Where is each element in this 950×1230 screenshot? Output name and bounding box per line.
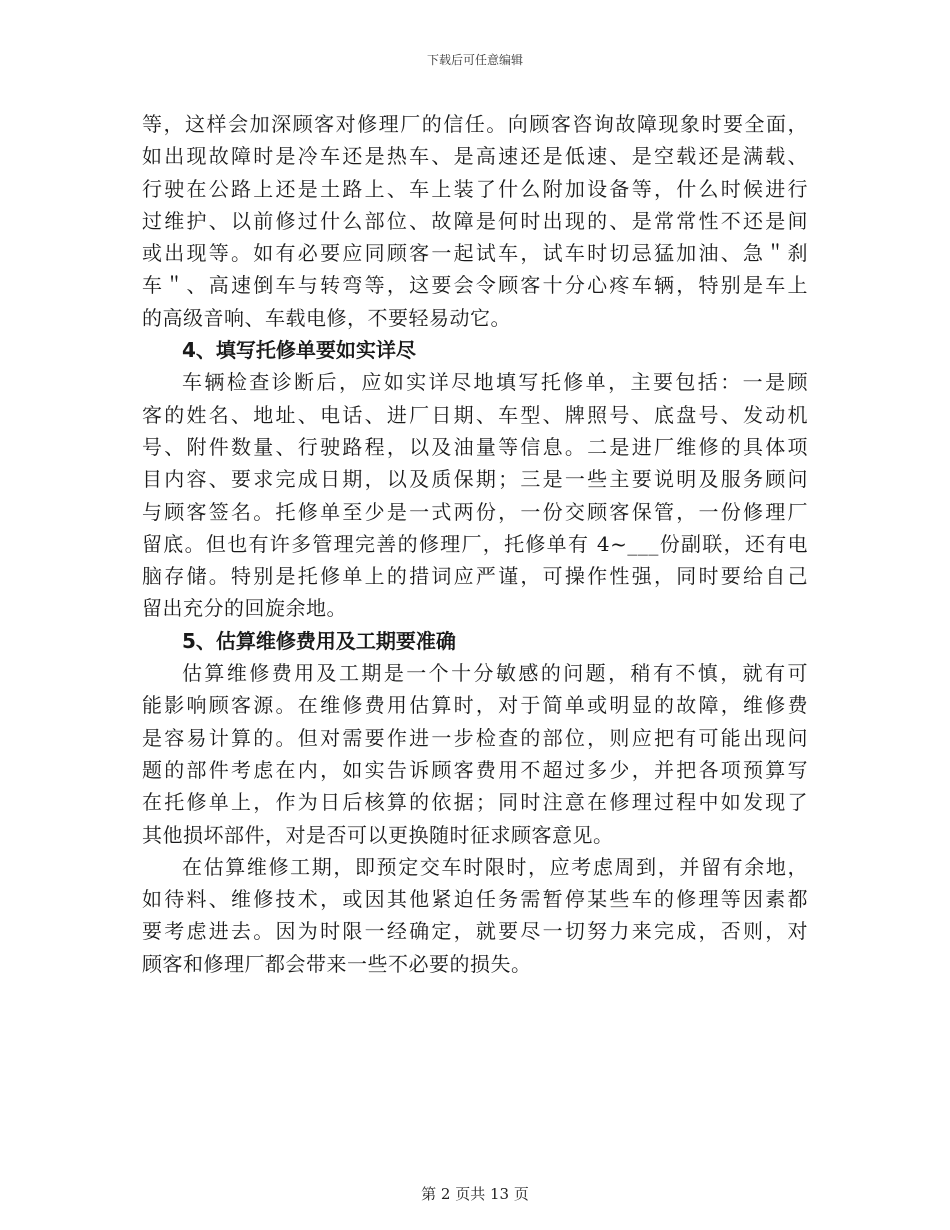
text-line: 车辆检查诊断后，应如实详尽地填写托修单，主要包括：一是顾: [182, 370, 808, 395]
text-line: 其他损坏部件，对是否可以更换随时征求顾客意见。: [142, 822, 614, 847]
text-line: 目内容、要求完成日期，以及质保期；三是一些主要说明及服务顾问: [142, 467, 808, 492]
text-line: 号、附件数量、行驶路程，以及油量等信息。二是进厂维修的具体项: [142, 434, 808, 459]
text-line: 的高级音响、车载电修，不要轻易动它。: [142, 305, 511, 330]
text-line: 顾客和修理厂都会带来一些不必要的损失。: [142, 951, 532, 976]
text-line: 或出现等。如有必要应同顾客一起试车，试车时切忌猛加油、急＂刹: [142, 241, 808, 266]
text-line: 与顾客签名。托修单至少是一式两份，一份交顾客保管，一份修理厂: [142, 499, 808, 524]
text-line: 题的部件考虑在内，如实告诉顾客费用不超过多少，并把各项预算写: [142, 757, 808, 782]
page-number: 第 2 页共 13 页: [421, 1185, 529, 1203]
text-line: 估算维修费用及工期是一个十分敏感的问题，稍有不慎，就有可: [182, 661, 808, 686]
text-line: 留出充分的回旋余地。: [142, 596, 347, 621]
text-line: 能影响顾客源。在维修费用估算时，对于简单或明显的故障，维修费: [142, 693, 808, 718]
text-line: 脑存储。特别是托修单上的措词应严谨，可操作性强，同时要给自己: [142, 564, 808, 589]
document-body: [142, 108, 808, 980]
text-line: 如待料、维修技术，或因其他紧迫任务需暂停某些车的修理等因素都: [142, 887, 808, 912]
text-line: 是容易计算的。但对需要作进一步检查的部位，则应把有可能出现问: [142, 725, 808, 750]
text-line: 在估算维修工期，即预定交车时限时，应考虑周到，并留有余地，: [182, 854, 808, 879]
text-line: 等，这样会加深顾客对修理厂的信任。向顾客咨询故障现象时要全面，: [142, 112, 808, 136]
page-header: 下载后可任意编辑: [426, 53, 523, 67]
text-line: 车＂、高速倒车与转弯等，这要会令顾客十分心疼车辆，特别是车上: [142, 273, 808, 298]
text-line: 客的姓名、地址、电话、进厂日期、车型、牌照号、底盘号、发动机: [142, 402, 808, 427]
section-heading: 4、填写托修单要如实详尽: [182, 338, 416, 363]
text-line: 要考虑进去。因为时限一经确定，就要尽一切努力来完成，否则，对: [142, 919, 808, 944]
section-heading: 5、估算维修费用及工期要准确: [182, 628, 456, 653]
text-line: 行驶在公路上还是土路上、车上装了什么附加设备等，什么时候进行: [142, 176, 808, 201]
text-line: 过维护、以前修过什么部位、故障是何时出现的、是常常性不还是间: [142, 208, 808, 233]
text-line: 如出现故障时是冷车还是热车、是高速还是低速、是空载还是满载、: [142, 144, 808, 169]
text-line: 在托修单上，作为日后核算的依据；同时注意在修理过程中如发现了: [142, 790, 808, 815]
text-line: 留底。但也有许多管理完善的修理厂，托修单有 4~___份副联，还有电: [142, 531, 808, 556]
